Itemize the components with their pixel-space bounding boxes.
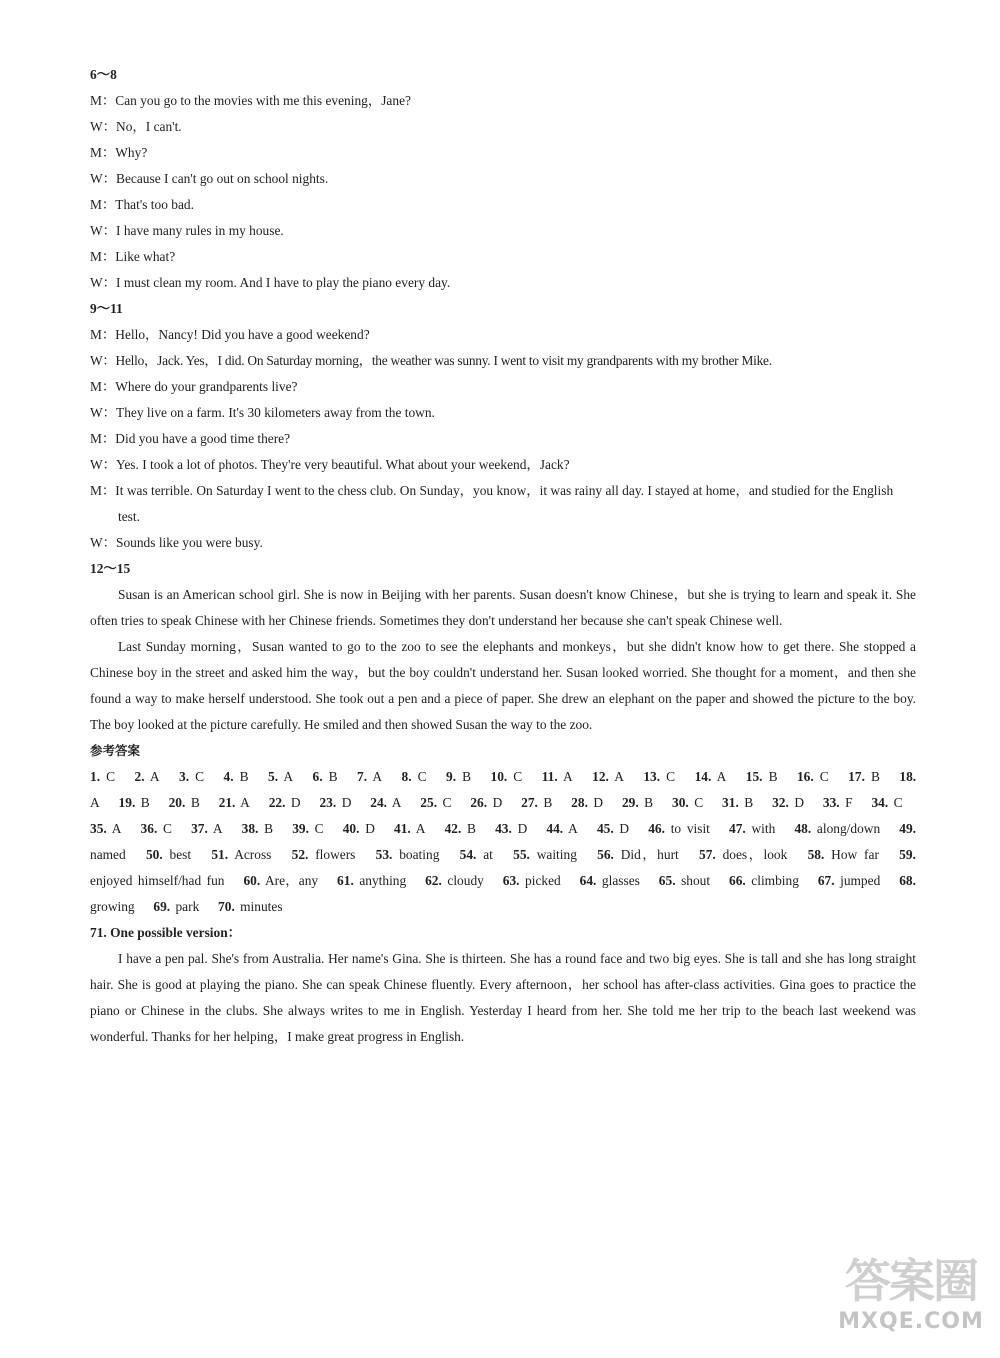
answer-number: 14. xyxy=(694,769,712,784)
dialogue-line: W：I have many rules in my house. xyxy=(90,223,284,238)
answer-value: B xyxy=(537,795,553,810)
answer-value: B xyxy=(456,769,472,784)
answer-value: C xyxy=(437,795,452,810)
answer-item xyxy=(269,795,301,810)
answer-value: A xyxy=(387,795,402,810)
answer-item xyxy=(219,795,250,810)
answer-number: 34. xyxy=(871,795,889,810)
answer-value: C xyxy=(308,821,324,836)
answer-value: How far xyxy=(824,847,879,862)
answer-value: boating xyxy=(392,847,440,862)
answer-number: 7. xyxy=(357,769,368,784)
answer-item xyxy=(292,847,356,862)
answer-value: A xyxy=(563,821,578,836)
answer-number: 29. xyxy=(621,795,639,810)
answer-number: 67. xyxy=(817,873,835,888)
dialogue-line: W：I must clean my room. And I have to play the piano every day. xyxy=(90,275,451,290)
dialogue-line: W：Yes. I took a lot of photos. They're very beautiful. What about your weekend，Jack? xyxy=(90,457,570,472)
answer-value: A xyxy=(608,769,624,784)
answer-item xyxy=(580,873,640,888)
answer-item xyxy=(141,821,172,836)
watermark-cjk-text: 答案圈 xyxy=(845,1254,977,1308)
answer-value: A xyxy=(557,769,573,784)
answer-number: 44. xyxy=(546,821,564,836)
site-watermark-logo xyxy=(836,1255,986,1350)
answer-value: A xyxy=(144,769,160,784)
answer-value: B xyxy=(461,821,476,836)
answer-number: 36. xyxy=(140,821,158,836)
section-heading-12-15: 12～15 xyxy=(90,561,131,576)
answer-item xyxy=(495,821,527,836)
answer-number: 40. xyxy=(342,821,360,836)
answer-number: 12. xyxy=(592,769,609,784)
answer-value: C xyxy=(100,769,116,784)
answer-item xyxy=(135,769,160,784)
dialogue-line: M：Where do your grandparents live? xyxy=(90,379,298,394)
answer-value: D xyxy=(285,795,301,810)
answer-item xyxy=(243,873,318,888)
answer-item xyxy=(370,795,401,810)
answer-number: 41. xyxy=(394,821,411,836)
answer-value: park xyxy=(170,899,200,914)
answer-number: 19. xyxy=(118,795,136,810)
answer-item xyxy=(542,769,573,784)
answer-item xyxy=(513,847,577,862)
answer-value: D xyxy=(359,821,375,836)
answer-number: 22. xyxy=(268,795,286,810)
dialogue-line: M：Can you go to the movies with me this evening，Jane? xyxy=(90,93,411,108)
answer-number: 26. xyxy=(470,795,488,810)
answer-item xyxy=(470,795,502,810)
answer-item xyxy=(376,847,440,862)
answer-item xyxy=(319,795,351,810)
answer-value: D xyxy=(336,795,352,810)
answer-number: 2. xyxy=(134,769,145,784)
answer-number: 25. xyxy=(420,795,438,810)
answer-number: 47. xyxy=(729,821,746,836)
passage-paragraph: Last Sunday morning，Susan wanted to go to the zoo to see the elephants and monkeys，but she didn't know how to get there. She stopped a Chinese boy in the street and asked him the way，but the boy couldn't understand her. Susan looked worried. She thought for a moment，and then she found a way to make herself understood. She took out a pen and a piece of paper. She drew an elephant on the paper and showed the picture to the boy. The boy looked at the picture carefully. He smiled and then showed Susan the way to the zoo. xyxy=(90,639,916,732)
answer-key-list xyxy=(90,764,916,920)
answer-value: named xyxy=(90,847,126,862)
answer-number: 57. xyxy=(699,847,716,862)
answer-number: 30. xyxy=(672,795,689,810)
answer-item xyxy=(460,847,493,862)
answer-item xyxy=(425,873,484,888)
answer-item xyxy=(211,847,271,862)
answer-value: C xyxy=(189,769,205,784)
answer-number: 23. xyxy=(319,795,337,810)
answer-number: 13. xyxy=(643,769,661,784)
answer-number: 3. xyxy=(179,769,190,784)
answer-item xyxy=(446,769,471,784)
answer-value: anything xyxy=(353,873,407,888)
dialogue-line: M：Did you have a good time there? xyxy=(90,431,291,446)
answer-item xyxy=(546,821,577,836)
answer-number: 60. xyxy=(243,873,261,888)
answer-item xyxy=(729,873,799,888)
answer-item xyxy=(146,847,191,862)
answer-number: 33. xyxy=(822,795,840,810)
answer-value: D xyxy=(511,821,528,836)
answer-value: C xyxy=(411,769,427,784)
answer-value: F xyxy=(839,795,853,810)
answer-value: B xyxy=(185,795,200,810)
answer-value: cloudy xyxy=(441,873,484,888)
answer-number: 8. xyxy=(401,769,412,784)
answer-value: C xyxy=(813,769,829,784)
answer-value: B xyxy=(135,795,150,810)
essay-paragraph: I have a pen pal. She's from Australia. Her name's Gina. She is thirteen. She has a round face and two big eyes. She is tall and she has long straight hair. She is good at playing the piano. She can speak Chinese fluently. Every afternoon，her school has after-class activities. Gina goes to practice the piano or Chinese in the clubs. She always writes to me in English. Yesterday I heard from her. She told me her trip to the beach last weekend was wonderful. Thanks for her helping，I make great progress in English. xyxy=(90,951,916,1044)
answer-number: 38. xyxy=(241,821,259,836)
answer-item xyxy=(622,795,653,810)
dialogue-line: W：They live on a farm. It's 30 kilometers away from the town. xyxy=(90,405,435,420)
answer-item xyxy=(648,821,710,836)
answer-item xyxy=(90,821,121,836)
dialogue-line: W：Hello，Jack. Yes，I did. On Saturday morning，the weather was sunny. I went to visit my grandparents with my brother Mike. xyxy=(90,353,772,368)
answer-number: 69. xyxy=(153,899,171,914)
answer-number: 1. xyxy=(90,769,101,784)
answer-value: B xyxy=(258,821,274,836)
answer-number: 17. xyxy=(848,769,865,784)
answer-number: 5. xyxy=(268,769,279,784)
answer-item xyxy=(313,769,338,784)
answer-value: D xyxy=(587,795,604,810)
answer-value: C xyxy=(660,769,676,784)
answer-item xyxy=(292,821,323,836)
answer-number: 28. xyxy=(571,795,588,810)
answer-value: B xyxy=(322,769,338,784)
answer-value: at xyxy=(476,847,493,862)
answer-number: 31. xyxy=(722,795,739,810)
essay-heading: 71. One possible version： xyxy=(90,925,242,940)
answer-item xyxy=(521,795,552,810)
answer-item xyxy=(659,873,710,888)
answer-item xyxy=(643,769,675,784)
dialogue-line: M：Like what? xyxy=(90,249,176,264)
answer-value: A xyxy=(410,821,426,836)
answer-number: 15. xyxy=(745,769,763,784)
answer-value: jumped xyxy=(834,873,881,888)
dialogue-line: M：Why? xyxy=(90,145,148,160)
answer-value: enjoyed himself/had fun xyxy=(90,873,225,888)
answer-item xyxy=(597,821,629,836)
answer-value: flowers xyxy=(308,847,356,862)
answer-number: 59. xyxy=(899,847,916,862)
answer-number: 68. xyxy=(899,873,916,888)
answer-value: glasses xyxy=(596,873,640,888)
answer-number: 37. xyxy=(191,821,208,836)
answer-number: 62. xyxy=(425,873,442,888)
answer-number: 6. xyxy=(312,769,323,784)
answer-value: D xyxy=(487,795,503,810)
answer-item xyxy=(242,821,273,836)
dialogue-line: M：Hello，Nancy! Did you have a good weekend? xyxy=(90,327,370,342)
answer-value: A xyxy=(207,821,223,836)
answer-item xyxy=(357,769,382,784)
answer-item xyxy=(218,899,283,914)
answer-number: 45. xyxy=(596,821,614,836)
answer-item xyxy=(268,769,293,784)
answer-value: does，look xyxy=(715,847,788,862)
answer-value: A xyxy=(711,769,727,784)
answer-item xyxy=(394,821,425,836)
answer-item xyxy=(823,795,853,810)
answer-item xyxy=(695,769,727,784)
answer-number: 11. xyxy=(541,769,558,784)
answer-number: 58. xyxy=(807,847,825,862)
dialogue-line: M：It was terrible. On Saturday I went to the chess club. On Sunday，you know，it was rainy all day. I stayed at home，and studied for the English test. xyxy=(90,483,894,524)
dialogue-line: W：No，I can't. xyxy=(90,119,182,134)
answer-value: Across xyxy=(228,847,272,862)
answer-key-heading: 参考答案 xyxy=(90,743,141,758)
answer-value: with xyxy=(745,821,776,836)
answer-number: 46. xyxy=(648,821,665,836)
answer-value: picked xyxy=(519,873,561,888)
answer-item xyxy=(191,821,222,836)
dialogue-line: W：Sounds like you were busy. xyxy=(90,535,263,550)
answer-number: 4. xyxy=(223,769,234,784)
answer-value: Did，hurt xyxy=(613,847,679,862)
answer-item xyxy=(119,795,150,810)
answer-number: 43. xyxy=(495,821,512,836)
answer-number: 42. xyxy=(444,821,462,836)
answer-item xyxy=(808,847,879,862)
answer-item xyxy=(746,769,778,784)
answer-item xyxy=(337,873,406,888)
answer-value: C xyxy=(888,795,903,810)
answer-number: 9. xyxy=(446,769,457,784)
answer-value: best xyxy=(162,847,192,862)
answer-value: A xyxy=(90,795,100,810)
answer-value: waiting xyxy=(529,847,577,862)
answer-item xyxy=(420,795,451,810)
answer-number: 16. xyxy=(796,769,814,784)
answer-number: 20. xyxy=(168,795,186,810)
answer-value: C xyxy=(688,795,704,810)
answer-value: A xyxy=(106,821,122,836)
answer-value: minutes xyxy=(234,899,283,914)
answer-number: 49. xyxy=(899,821,917,836)
answer-item xyxy=(797,769,829,784)
answer-number: 52. xyxy=(291,847,309,862)
answer-item xyxy=(445,821,476,836)
answer-value: D xyxy=(788,795,804,810)
dialogue-line: W：Because I can't go out on school nights. xyxy=(90,171,329,186)
watermark-domain-text: MXQE.COM xyxy=(838,1309,984,1334)
answer-value: B xyxy=(864,769,880,784)
answer-number: 51. xyxy=(211,847,229,862)
answer-item xyxy=(772,795,804,810)
answer-item xyxy=(672,795,703,810)
answer-item xyxy=(729,821,775,836)
answer-item xyxy=(597,847,679,862)
answer-item xyxy=(848,769,880,784)
answer-item xyxy=(153,899,199,914)
answer-value: A xyxy=(367,769,383,784)
answer-number: 65. xyxy=(658,873,676,888)
answer-item xyxy=(592,769,624,784)
answer-value: B xyxy=(738,795,754,810)
answer-value: B xyxy=(762,769,778,784)
answer-number: 21. xyxy=(218,795,236,810)
document-page xyxy=(90,62,916,1050)
dialogue-line: M：That's too bad. xyxy=(90,197,194,212)
answer-number: 32. xyxy=(772,795,789,810)
answer-number: 54. xyxy=(459,847,477,862)
section-heading-6-8: 6～8 xyxy=(90,67,117,82)
answer-item xyxy=(90,769,115,784)
answer-item xyxy=(818,873,880,888)
answer-value: A xyxy=(278,769,294,784)
answer-item xyxy=(224,769,249,784)
answer-item xyxy=(722,795,753,810)
answer-value: B xyxy=(233,769,249,784)
answer-number: 61. xyxy=(337,873,354,888)
answer-value: B xyxy=(638,795,654,810)
answer-number: 66. xyxy=(729,873,746,888)
answer-value: along/down xyxy=(811,821,881,836)
answer-number: 48. xyxy=(794,821,812,836)
answer-item xyxy=(503,873,561,888)
answer-number: 24. xyxy=(370,795,387,810)
answer-number: 56. xyxy=(597,847,614,862)
answer-value: growing xyxy=(90,899,135,914)
answer-number: 35. xyxy=(90,821,107,836)
answer-number: 63. xyxy=(502,873,520,888)
answer-item xyxy=(871,795,902,810)
answer-value: to visit xyxy=(664,821,710,836)
answer-value: D xyxy=(613,821,630,836)
answer-item xyxy=(402,769,427,784)
answer-item xyxy=(794,821,880,836)
answer-item xyxy=(699,847,787,862)
answer-number: 50. xyxy=(145,847,163,862)
answer-number: 18. xyxy=(899,769,917,784)
answer-number: 53. xyxy=(375,847,393,862)
answer-number: 27. xyxy=(521,795,538,810)
answer-value: C xyxy=(157,821,172,836)
section-heading-9-11: 9～11 xyxy=(90,301,123,316)
answer-number: 64. xyxy=(579,873,597,888)
answer-item xyxy=(491,769,523,784)
passage-paragraph: Susan is an American school girl. She is now in Beijing with her parents. Susan doesn't know Chinese，but she is trying to learn and speak it. She often tries to speak Chinese with her Chinese friends. Sometimes they don't understand her because she can't speak Chinese well. xyxy=(90,587,916,628)
answer-value: climbing xyxy=(745,873,799,888)
answer-value: shout xyxy=(675,873,711,888)
answer-item xyxy=(169,795,200,810)
answer-number: 39. xyxy=(292,821,309,836)
answer-value: C xyxy=(507,769,523,784)
answer-item xyxy=(343,821,375,836)
answer-value: Are，any xyxy=(260,873,319,888)
answer-number: 10. xyxy=(490,769,508,784)
answer-value: A xyxy=(235,795,250,810)
answer-number: 70. xyxy=(218,899,235,914)
answer-number: 55. xyxy=(513,847,530,862)
answer-item xyxy=(179,769,204,784)
answer-item xyxy=(571,795,603,810)
